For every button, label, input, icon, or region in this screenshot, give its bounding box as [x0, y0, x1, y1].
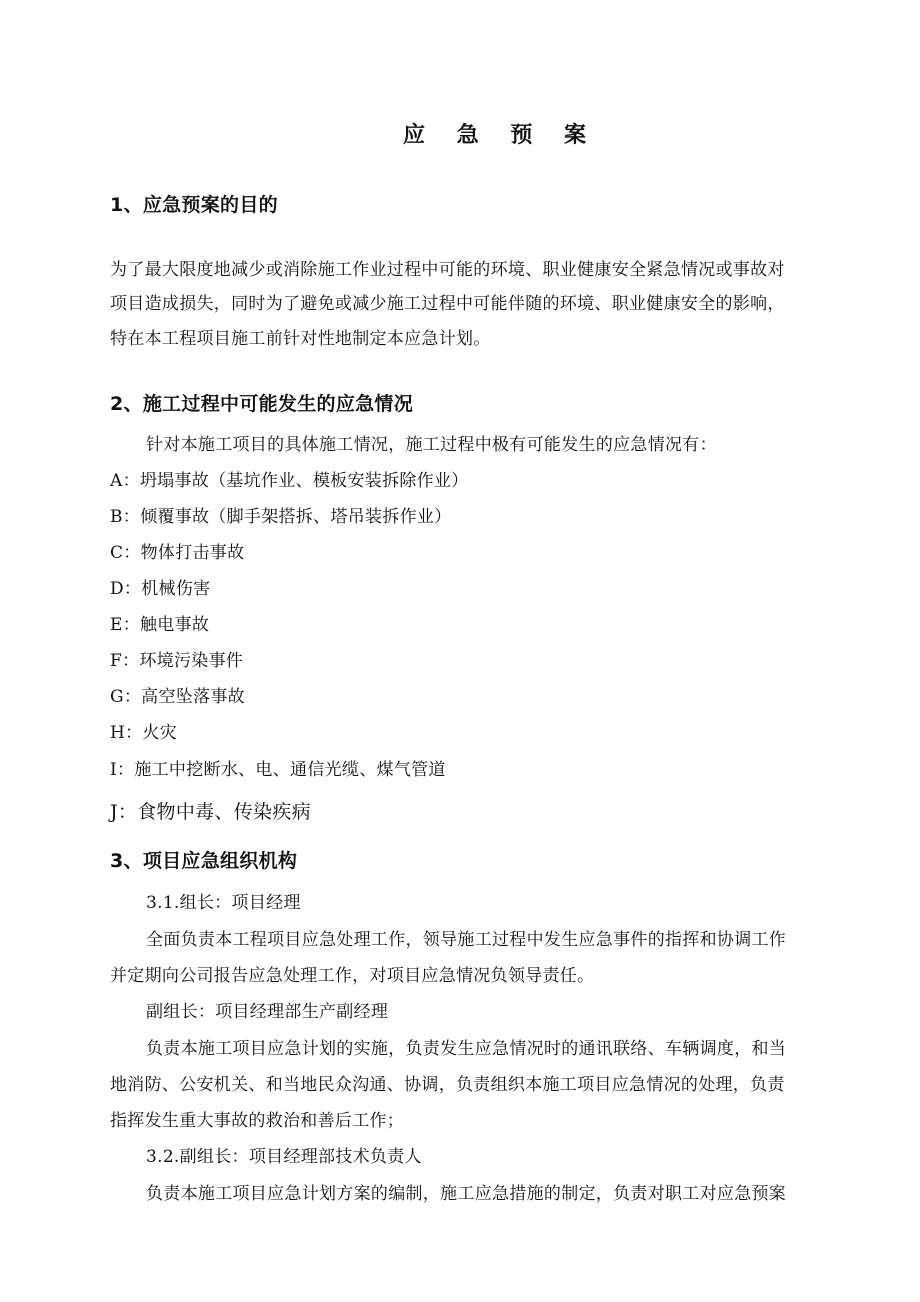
section-3-line: 副组长：项目经理部生产副经理 [146, 1002, 389, 1022]
section-3-line: 并定期向公司报告应急处理工作，对项目应急情况负领导责任。 [110, 966, 595, 986]
document-title: 应 急 预 案 [403, 123, 598, 148]
section-2-intro: 针对本施工项目的具体施工情况，施工过程中极有可能发生的应急情况有： [146, 435, 717, 455]
hazard-item: B：倾覆事故（脚手架搭拆、塔吊装拆作业） [110, 507, 452, 527]
hazard-item: E：触电事故 [110, 615, 210, 635]
section-1-heading: 1、应急预案的目的 [110, 194, 278, 216]
hazard-item: G：高空坠落事故 [110, 687, 245, 707]
hazard-item: H：火灾 [110, 723, 178, 743]
section-3-line: 3.2.副组长：项目经理部技术负责人 [146, 1147, 422, 1167]
section-3-heading: 3、项目应急组织机构 [110, 850, 298, 872]
section-3-line: 负责本施工项目应急计划方案的编制，施工应急措施的制定，负责对职工对应急预案 [146, 1184, 787, 1204]
section-1-line: 特在本工程项目施工前针对性地制定本应急计划。 [110, 329, 491, 349]
hazard-item: J：食物中毒、传染疾病 [110, 801, 311, 823]
section-3-line: 负责本施工项目应急计划的实施，负责发生应急情况时的通讯联络、车辆调度，和当 [146, 1039, 787, 1059]
section-3-line: 指挥发生重大事故的救治和善后工作； [110, 1111, 405, 1131]
section-3-line: 地消防、公安机关、和当地民众沟通、协调，负责组织本施工项目应急情况的处理，负责 [110, 1075, 785, 1095]
section-3-line: 3.1.组长：项目经理 [146, 893, 301, 913]
section-1-line: 项目造成损失，同时为了避免或减少施工过程中可能伴随的环境、职业健康安全的影响， [110, 294, 785, 314]
section-3-line: 全面负责本工程项目应急处理工作，领导施工过程中发生应急事件的指挥和协调工作 [146, 930, 787, 950]
hazard-item: F：环境污染事件 [110, 651, 244, 671]
hazard-item: A：坍塌事故（基坑作业、模板安装拆除作业） [110, 471, 469, 491]
section-2-heading: 2、施工过程中可能发生的应急情况 [110, 393, 414, 415]
hazard-item: I：施工中挖断水、电、通信光缆、煤气管道 [110, 760, 446, 780]
hazard-item: C：物体打击事故 [110, 543, 245, 563]
section-1-line: 为了最大限度地减少或消除施工作业过程中可能的环境、职业健康安全紧急情况或事故对 [110, 260, 785, 280]
hazard-item: D：机械伤害 [110, 579, 211, 599]
